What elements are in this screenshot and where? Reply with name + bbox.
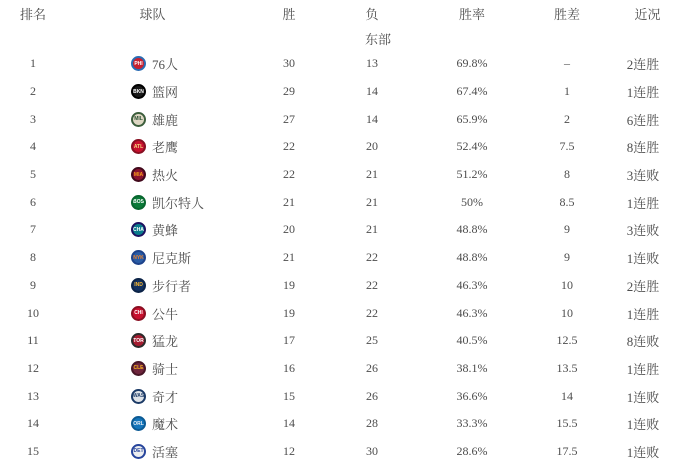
rank-cell: 6 bbox=[30, 194, 36, 209]
team-cell bbox=[66, 248, 239, 267]
losses-cell: 28 bbox=[366, 416, 378, 431]
wins-cell: 14 bbox=[283, 416, 295, 431]
wins-cell: 21 bbox=[283, 194, 295, 209]
team-cell bbox=[66, 276, 239, 295]
losses-cell: 30 bbox=[366, 443, 378, 458]
win-pct-cell: 33.3% bbox=[456, 416, 488, 431]
table-row[interactable] bbox=[0, 244, 700, 272]
wins-cell: 22 bbox=[283, 139, 295, 154]
streak-cell: 8连败 bbox=[626, 334, 660, 350]
team-logo-icon: DET bbox=[131, 444, 146, 459]
team-name-link[interactable]: 步行者 bbox=[152, 278, 192, 294]
team-name-link[interactable]: 尼克斯 bbox=[152, 251, 192, 267]
table-row[interactable] bbox=[0, 78, 700, 106]
wins-cell: 19 bbox=[283, 305, 295, 320]
wins-cell: 22 bbox=[283, 167, 295, 182]
games-behind-cell: 13.5 bbox=[556, 360, 578, 375]
win-pct-cell: 69.8% bbox=[456, 56, 488, 71]
conference-label: 东部 bbox=[364, 32, 391, 47]
team-logo-icon: NYK bbox=[131, 250, 146, 265]
team-name-link[interactable]: 魔术 bbox=[152, 417, 179, 433]
games-behind-cell: 15.5 bbox=[556, 416, 578, 431]
team-cell bbox=[66, 193, 239, 212]
rank-cell: 5 bbox=[30, 167, 36, 182]
wins-cell: 16 bbox=[283, 360, 295, 375]
team-logo-icon: MIA bbox=[131, 167, 146, 182]
streak-cell: 1连败 bbox=[626, 417, 660, 433]
team-name-link[interactable]: 雄鹿 bbox=[152, 112, 179, 128]
win-pct-cell: 40.5% bbox=[456, 333, 488, 348]
streak-cell: 1连胜 bbox=[626, 361, 660, 377]
team-logo-icon: PHI bbox=[131, 56, 146, 71]
team-cell bbox=[66, 82, 239, 101]
games-behind-cell: 10 bbox=[561, 277, 573, 292]
win-pct-cell: 50% bbox=[461, 194, 483, 209]
streak-cell: 3连败 bbox=[626, 223, 660, 239]
losses-cell: 22 bbox=[366, 250, 378, 265]
losses-cell: 22 bbox=[366, 305, 378, 320]
losses-cell: 13 bbox=[366, 56, 378, 71]
team-logo-icon: IND bbox=[131, 278, 146, 293]
team-logo-icon: BOS bbox=[131, 195, 146, 210]
team-name-link[interactable]: 凯尔特人 bbox=[152, 195, 205, 211]
table-row[interactable] bbox=[0, 382, 700, 410]
streak-cell: 1连败 bbox=[626, 251, 660, 267]
team-name-link[interactable]: 骑士 bbox=[152, 361, 179, 377]
streak-cell: 2连胜 bbox=[626, 278, 660, 294]
losses-cell: 25 bbox=[366, 333, 378, 348]
wins-cell: 17 bbox=[283, 333, 295, 348]
losses-cell: 21 bbox=[366, 194, 378, 209]
win-pct-cell: 51.2% bbox=[456, 167, 488, 182]
table-row[interactable] bbox=[0, 410, 700, 438]
games-behind-cell: 10 bbox=[561, 305, 573, 320]
team-logo-icon: TOR bbox=[131, 333, 146, 348]
losses-cell: 26 bbox=[366, 360, 378, 375]
standings-body bbox=[0, 50, 700, 465]
team-cell bbox=[66, 165, 239, 184]
games-behind-cell: 8.5 bbox=[559, 194, 575, 209]
streak-cell: 1连胜 bbox=[626, 306, 660, 322]
games-behind-cell: 9 bbox=[564, 250, 570, 265]
streak-cell: 1连胜 bbox=[626, 195, 660, 211]
win-pct-cell: 67.4% bbox=[456, 84, 488, 99]
team-name-link[interactable]: 猛龙 bbox=[152, 334, 179, 350]
rank-cell: 3 bbox=[30, 111, 36, 126]
team-logo-icon: CLE bbox=[131, 361, 146, 376]
column-header-streak: 近况 bbox=[634, 7, 661, 22]
team-logo-icon: ATL bbox=[131, 139, 146, 154]
rank-cell: 1 bbox=[30, 56, 36, 71]
team-cell bbox=[66, 387, 239, 406]
win-pct-cell: 46.3% bbox=[456, 305, 488, 320]
table-row[interactable] bbox=[0, 216, 700, 244]
wins-cell: 21 bbox=[283, 250, 295, 265]
rank-cell: 14 bbox=[27, 416, 39, 431]
streak-cell: 1连败 bbox=[626, 389, 660, 405]
team-cell bbox=[66, 304, 239, 323]
team-logo-icon: WAS bbox=[131, 389, 146, 404]
team-cell bbox=[66, 359, 239, 378]
games-behind-cell: 2 bbox=[564, 111, 570, 126]
rank-cell: 2 bbox=[30, 84, 36, 99]
column-header-team: 球队 bbox=[139, 7, 166, 22]
column-header-win-pct: 胜率 bbox=[458, 7, 485, 22]
team-logo-icon: BKN bbox=[131, 84, 146, 99]
losses-cell: 21 bbox=[366, 222, 378, 237]
losses-cell: 14 bbox=[366, 84, 378, 99]
table-row[interactable] bbox=[0, 133, 700, 161]
rank-cell: 9 bbox=[30, 277, 36, 292]
streak-cell: 6连胜 bbox=[626, 112, 660, 128]
column-header-games-behind: 胜差 bbox=[553, 7, 580, 22]
win-pct-cell: 52.4% bbox=[456, 139, 488, 154]
games-behind-cell: 17.5 bbox=[556, 443, 578, 458]
rank-cell: 8 bbox=[30, 250, 36, 265]
rank-cell: 11 bbox=[27, 333, 39, 348]
wins-cell: 30 bbox=[283, 56, 295, 71]
rank-cell: 7 bbox=[30, 222, 36, 237]
games-behind-cell: 7.5 bbox=[559, 139, 575, 154]
team-cell bbox=[66, 442, 239, 461]
team-name-link[interactable]: 活塞 bbox=[152, 444, 179, 460]
table-header-row bbox=[0, 0, 700, 27]
team-name-link[interactable]: 篮网 bbox=[152, 85, 179, 101]
table-row[interactable] bbox=[0, 272, 700, 300]
games-behind-cell: 12.5 bbox=[556, 333, 578, 348]
column-header-losses: 负 bbox=[365, 7, 379, 22]
streak-cell: 2连胜 bbox=[626, 57, 660, 73]
games-behind-cell: – bbox=[564, 56, 570, 71]
losses-cell: 14 bbox=[366, 111, 378, 126]
team-name-link[interactable]: 奇才 bbox=[152, 389, 179, 405]
losses-cell: 20 bbox=[366, 139, 378, 154]
table-row[interactable] bbox=[0, 188, 700, 216]
table-row[interactable] bbox=[0, 50, 700, 78]
games-behind-cell: 1 bbox=[564, 84, 570, 99]
wins-cell: 20 bbox=[283, 222, 295, 237]
team-cell bbox=[66, 54, 239, 73]
games-behind-cell: 9 bbox=[564, 222, 570, 237]
games-behind-cell: 14 bbox=[561, 388, 573, 403]
table-row[interactable] bbox=[0, 355, 700, 383]
wins-cell: 15 bbox=[283, 388, 295, 403]
rank-cell: 15 bbox=[27, 443, 39, 458]
wins-cell: 12 bbox=[283, 443, 295, 458]
column-header-rank: 排名 bbox=[19, 7, 46, 22]
losses-cell: 21 bbox=[366, 167, 378, 182]
win-pct-cell: 48.8% bbox=[456, 222, 488, 237]
team-name-link[interactable]: 76人 bbox=[152, 57, 179, 73]
win-pct-cell: 48.8% bbox=[456, 250, 488, 265]
rank-cell: 4 bbox=[30, 139, 36, 154]
rank-cell: 13 bbox=[27, 388, 39, 403]
team-name-link[interactable]: 公牛 bbox=[152, 306, 179, 322]
rank-cell: 10 bbox=[27, 305, 39, 320]
team-logo-icon: ORL bbox=[131, 416, 146, 431]
win-pct-cell: 46.3% bbox=[456, 277, 488, 292]
table-row[interactable] bbox=[0, 105, 700, 133]
team-logo-icon: CHA bbox=[131, 222, 146, 237]
streak-cell: 1连败 bbox=[626, 444, 660, 460]
games-behind-cell: 8 bbox=[564, 167, 570, 182]
streak-cell: 1连胜 bbox=[626, 85, 660, 101]
table-row[interactable] bbox=[0, 438, 700, 466]
table-row[interactable] bbox=[0, 299, 700, 327]
rank-cell: 12 bbox=[27, 360, 39, 375]
column-header-wins: 胜 bbox=[282, 7, 296, 22]
team-cell bbox=[66, 137, 239, 156]
team-cell bbox=[66, 110, 239, 129]
team-cell bbox=[66, 220, 239, 239]
losses-cell: 22 bbox=[366, 277, 378, 292]
win-pct-cell: 38.1% bbox=[456, 360, 488, 375]
wins-cell: 19 bbox=[283, 277, 295, 292]
streak-cell: 3连败 bbox=[626, 168, 660, 184]
team-cell bbox=[66, 414, 239, 433]
win-pct-cell: 36.6% bbox=[456, 388, 488, 403]
wins-cell: 27 bbox=[283, 111, 295, 126]
table-row[interactable] bbox=[0, 327, 700, 355]
team-name-link[interactable]: 老鹰 bbox=[152, 140, 179, 156]
team-cell bbox=[66, 331, 239, 350]
team-name-link[interactable]: 热火 bbox=[152, 168, 179, 184]
losses-cell: 26 bbox=[366, 388, 378, 403]
team-name-link[interactable]: 黄蜂 bbox=[152, 223, 179, 239]
win-pct-cell: 65.9% bbox=[456, 111, 488, 126]
table-row[interactable] bbox=[0, 161, 700, 189]
win-pct-cell: 28.6% bbox=[456, 443, 488, 458]
team-logo-icon: MIL bbox=[131, 112, 146, 127]
wins-cell: 29 bbox=[283, 84, 295, 99]
team-logo-icon: CHI bbox=[131, 306, 146, 321]
streak-cell: 8连胜 bbox=[626, 140, 660, 156]
